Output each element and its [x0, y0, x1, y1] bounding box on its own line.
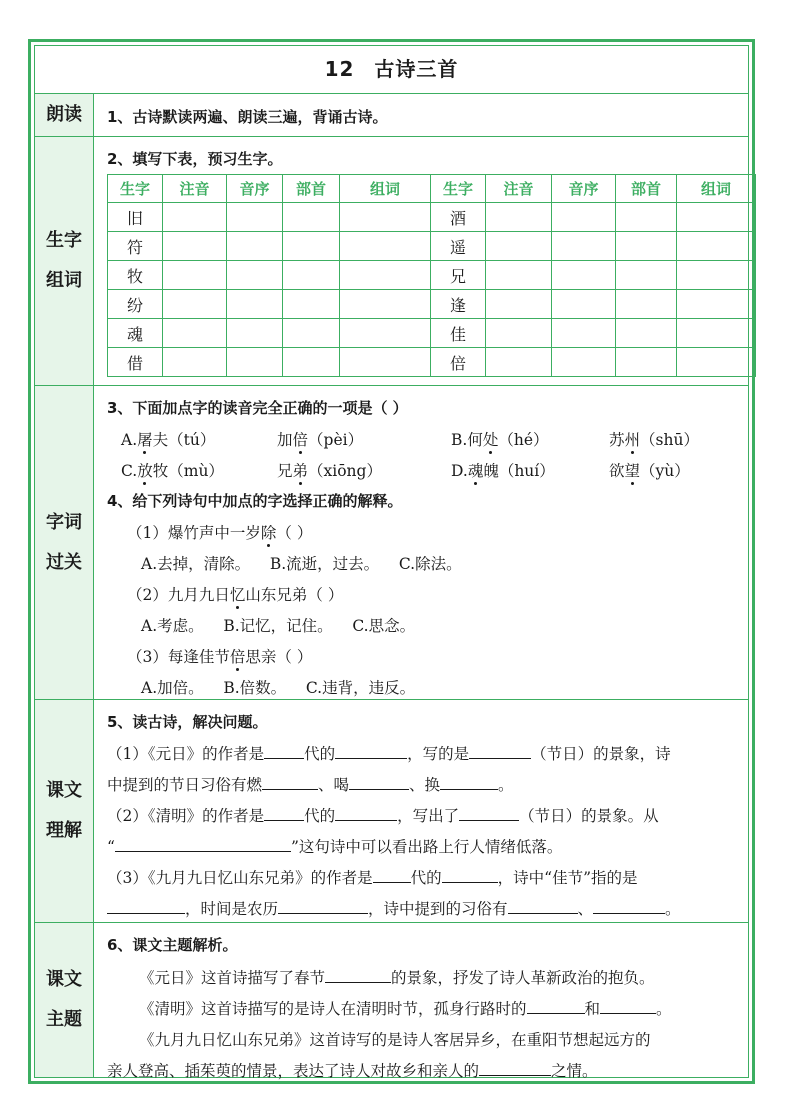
section-label-read — [35, 94, 94, 136]
text-line-5 — [107, 866, 638, 888]
label-text: 课文 — [46, 780, 82, 801]
question-5: 5、读古诗，解决问题。 — [107, 713, 268, 731]
order-input-cell[interactable] — [227, 290, 283, 319]
header-cell: 生字 — [108, 175, 163, 203]
text: 《清明》这首诗描写的是诗人在清明时节，孤身行路时的 — [139, 1000, 527, 1018]
answer-blank[interactable] — [325, 968, 391, 983]
question-3: 3、下面加点字的读音完全正确的一项是（ ） — [107, 399, 408, 417]
text: 代的 — [304, 745, 336, 763]
word-input-cell[interactable] — [340, 203, 431, 232]
table-header-row — [108, 175, 756, 203]
text: ，时间是农历 — [185, 900, 279, 918]
section-content-words — [101, 386, 742, 699]
answer-blank[interactable] — [442, 868, 498, 883]
text: ，诗中提到的习俗有 — [368, 900, 508, 918]
sentence-text: （ ） — [276, 524, 313, 542]
answer-blank[interactable] — [600, 999, 656, 1014]
option-a2 — [277, 428, 363, 450]
char-cell: 逢 — [431, 290, 486, 319]
sub-question-2-options: A.考虑。 B.记忆，记住。 C.思念。 — [141, 617, 416, 635]
answer-blank[interactable] — [349, 775, 409, 790]
answer-blank[interactable] — [469, 744, 531, 759]
question-1: 1、古诗默读两遍、朗读三遍，背诵古诗。 — [107, 108, 388, 126]
char-cell: 旧 — [108, 203, 163, 232]
answer-blank[interactable] — [373, 868, 411, 883]
sentence-text: （3）每逢佳节 — [127, 648, 230, 666]
order-input-cell[interactable] — [552, 232, 616, 261]
char-cell: 兄 — [431, 261, 486, 290]
label-text: 字词 — [46, 511, 82, 533]
section-chars — [35, 137, 748, 386]
option-text: （hé） — [498, 431, 549, 449]
question-6: 6、课文主题解析。 — [107, 936, 238, 954]
option-text: 苏 — [609, 431, 625, 449]
option-text: （pèi） — [308, 431, 364, 449]
table-row — [108, 261, 756, 290]
word-input-cell[interactable] — [677, 290, 756, 319]
answer-blank[interactable] — [508, 899, 578, 914]
section-content-read — [101, 94, 742, 136]
page-title — [35, 46, 748, 94]
text: ，写的是 — [407, 745, 470, 763]
word-input-cell[interactable] — [340, 290, 431, 319]
word-input-cell[interactable] — [677, 203, 756, 232]
table-row — [108, 319, 756, 348]
lesson-number: 12 — [324, 57, 355, 81]
section-theme — [35, 923, 748, 1080]
text-line-1 — [107, 742, 671, 764]
word-input-cell[interactable] — [340, 319, 431, 348]
pinyin-input-cell[interactable] — [163, 232, 227, 261]
section-read — [35, 94, 748, 137]
dotted-char: 弟 — [293, 459, 309, 481]
order-input-cell[interactable] — [552, 348, 616, 377]
radical-input-cell[interactable] — [616, 290, 677, 319]
section-label-words — [35, 386, 94, 699]
word-input-cell[interactable] — [340, 261, 431, 290]
dotted-char: 放 — [137, 459, 153, 481]
sub-question-3 — [127, 645, 312, 667]
option-text: （shū） — [640, 431, 699, 449]
sub-question-1-options: A.去掉，清除。 B.流逝，过去。 C.除法。 — [141, 555, 462, 573]
radical-input-cell[interactable] — [616, 232, 677, 261]
text: （节日）的景象，诗 — [531, 745, 671, 763]
section-words — [35, 386, 748, 700]
pinyin-input-cell[interactable] — [163, 290, 227, 319]
char-cell: 借 — [108, 348, 163, 377]
answer-blank[interactable] — [107, 899, 185, 914]
option-text: 加 — [277, 431, 293, 449]
dotted-char: 倍 — [293, 428, 309, 450]
text: 的景象，抒发了诗人革新政治的抱负。 — [391, 969, 655, 987]
table-row — [108, 290, 756, 319]
label-text: 课文 — [46, 969, 82, 990]
dotted-char: 望 — [625, 459, 641, 481]
pinyin-input-cell[interactable] — [486, 348, 552, 377]
header-cell: 组词 — [340, 175, 431, 203]
table-row — [108, 203, 756, 232]
option-text: 魄（huí） — [483, 462, 555, 480]
worksheet-frame — [28, 39, 755, 1084]
dotted-char: 倍 — [230, 645, 246, 667]
answer-blank[interactable] — [527, 999, 585, 1014]
dotted-char: 魂 — [468, 459, 484, 481]
text: 、 — [577, 900, 594, 918]
label-text: 理解 — [46, 820, 82, 841]
option-b1 — [451, 428, 549, 450]
option-c2 — [277, 459, 382, 481]
label-text: 朗读 — [46, 104, 82, 125]
answer-blank[interactable] — [440, 775, 498, 790]
sentence-text: 思亲（ ） — [245, 648, 313, 666]
text: ，写出了 — [397, 807, 460, 825]
radical-input-cell[interactable] — [283, 290, 340, 319]
radical-input-cell[interactable] — [616, 261, 677, 290]
order-input-cell[interactable] — [552, 319, 616, 348]
order-input-cell[interactable] — [227, 319, 283, 348]
sentence-text: 山东兄弟（ ） — [245, 586, 344, 604]
order-input-cell[interactable] — [552, 203, 616, 232]
section-label-theme — [35, 923, 94, 1077]
order-input-cell[interactable] — [552, 261, 616, 290]
char-cell: 倍 — [431, 348, 486, 377]
text: （节日）的景象。从 — [519, 807, 659, 825]
sentence-text: （1）爆竹声中一岁 — [127, 524, 261, 542]
header-cell: 生字 — [431, 175, 486, 203]
radical-input-cell[interactable] — [283, 203, 340, 232]
text: （1）《元日》的作者是 — [107, 745, 265, 763]
answer-blank[interactable] — [459, 806, 519, 821]
char-cell: 牧 — [108, 261, 163, 290]
order-input-cell[interactable] — [227, 203, 283, 232]
pinyin-input-cell[interactable] — [486, 261, 552, 290]
worksheet-inner — [34, 45, 749, 1078]
text: （2）《清明》的作者是 — [107, 807, 265, 825]
radical-input-cell[interactable] — [283, 319, 340, 348]
header-cell: 组词 — [677, 175, 756, 203]
order-input-cell[interactable] — [227, 348, 283, 377]
text-line-6 — [107, 897, 681, 919]
text: 、喝 — [318, 776, 350, 794]
label-text: 生字 — [46, 230, 82, 251]
question-2: 2、填写下表，预习生字。 — [107, 150, 283, 168]
pinyin-input-cell[interactable] — [486, 203, 552, 232]
text: “ — [107, 838, 115, 856]
pinyin-input-cell[interactable] — [163, 203, 227, 232]
dotted-char: 州 — [625, 428, 641, 450]
option-b2 — [609, 428, 699, 450]
header-cell: 音序 — [227, 175, 283, 203]
header-cell: 音序 — [552, 175, 616, 203]
text: 亲人登高、插茱萸的情景，表达了诗人对故乡和亲人的 — [107, 1062, 480, 1080]
sub-question-2 — [127, 583, 343, 605]
header-cell: 注音 — [486, 175, 552, 203]
radical-input-cell[interactable] — [616, 319, 677, 348]
radical-input-cell[interactable] — [616, 203, 677, 232]
text: 。 — [656, 1000, 672, 1018]
option-d2 — [609, 459, 690, 481]
theme-line-3: 《九月九日忆山东兄弟》这首诗写的是诗人客居异乡，在重阳节想起远方的 — [139, 1031, 651, 1049]
pinyin-input-cell[interactable] — [486, 232, 552, 261]
word-input-cell[interactable] — [340, 232, 431, 261]
section-label-understand — [35, 700, 94, 922]
answer-blank[interactable] — [278, 899, 368, 914]
section-content-understand — [101, 700, 742, 922]
option-text: （xiōng） — [308, 462, 382, 480]
header-cell: 部首 — [283, 175, 340, 203]
text: 代的 — [304, 807, 336, 825]
option-text: D. — [451, 462, 468, 480]
text: （3）《九月九日忆山东兄弟》的作者是 — [107, 869, 373, 887]
char-cell: 符 — [108, 232, 163, 261]
table-row — [108, 232, 756, 261]
char-cell: 酒 — [431, 203, 486, 232]
sub-question-1 — [127, 521, 312, 543]
order-input-cell[interactable] — [227, 261, 283, 290]
theme-line-4 — [107, 1059, 598, 1081]
table-row — [108, 348, 756, 377]
word-input-cell[interactable] — [340, 348, 431, 377]
section-label-chars — [35, 137, 94, 385]
option-text: C. — [121, 462, 138, 480]
text: 之情。 — [551, 1062, 598, 1080]
theme-line-2 — [139, 997, 672, 1019]
option-text: A. — [121, 431, 138, 449]
label-text: 组词 — [46, 270, 82, 291]
text-line-2 — [107, 773, 514, 795]
section-content-theme — [101, 923, 742, 1080]
dotted-char: 处 — [483, 428, 499, 450]
answer-blank[interactable] — [593, 899, 665, 914]
word-input-cell[interactable] — [677, 319, 756, 348]
radical-input-cell[interactable] — [283, 261, 340, 290]
answer-blank[interactable] — [335, 806, 397, 821]
answer-blank[interactable] — [335, 744, 407, 759]
text: 中提到的节日习俗有燃 — [107, 776, 263, 794]
option-text: 牧（mù） — [152, 462, 224, 480]
option-d1 — [451, 459, 555, 481]
option-c1 — [121, 459, 224, 481]
word-input-cell[interactable] — [677, 232, 756, 261]
answer-blank[interactable] — [115, 837, 291, 852]
text: 。 — [665, 900, 681, 918]
char-cell: 纷 — [108, 290, 163, 319]
section-understand — [35, 700, 748, 923]
word-input-cell[interactable] — [677, 348, 756, 377]
option-text: 夫（tú） — [152, 431, 216, 449]
sub-question-3-options: A.加倍。 B.倍数。 C.违背，违反。 — [141, 679, 416, 697]
header-cell: 注音 — [163, 175, 227, 203]
answer-blank[interactable] — [264, 806, 304, 821]
lesson-title: 古诗三首 — [374, 57, 459, 81]
order-input-cell[interactable] — [227, 232, 283, 261]
text: 、换 — [409, 776, 441, 794]
text-line-4 — [107, 835, 562, 857]
pinyin-input-cell[interactable] — [486, 319, 552, 348]
dotted-char: 忆 — [230, 583, 246, 605]
char-table — [107, 174, 756, 377]
pinyin-input-cell[interactable] — [486, 290, 552, 319]
radical-input-cell[interactable] — [283, 348, 340, 377]
answer-blank[interactable] — [262, 775, 318, 790]
header-cell: 部首 — [616, 175, 677, 203]
dotted-char: 屠 — [137, 428, 153, 450]
char-cell: 遥 — [431, 232, 486, 261]
text: 和 — [584, 1000, 601, 1018]
pinyin-input-cell[interactable] — [163, 319, 227, 348]
label-text: 过关 — [46, 551, 82, 573]
text: 。 — [498, 776, 514, 794]
section-content-chars — [101, 137, 742, 385]
pinyin-input-cell[interactable] — [163, 261, 227, 290]
sentence-text: （2）九月九日 — [127, 586, 230, 604]
option-text: B.何 — [451, 431, 483, 449]
label-text: 主题 — [46, 1009, 82, 1030]
option-text: （yù） — [640, 462, 690, 480]
text: ，诗中“佳节”指的是 — [497, 869, 638, 887]
question-4: 4、给下列诗句中加点的字选择正确的解释。 — [107, 492, 403, 510]
radical-input-cell[interactable] — [616, 348, 677, 377]
option-text: 兄 — [277, 462, 293, 480]
text: 代的 — [410, 869, 442, 887]
text: ”这句诗中可以看出路上行人情绪低落。 — [290, 838, 563, 856]
radical-input-cell[interactable] — [283, 232, 340, 261]
text: 《元日》这首诗描写了春节 — [139, 969, 326, 987]
dotted-char: 除 — [261, 521, 277, 543]
option-text: 欲 — [609, 462, 625, 480]
pinyin-input-cell[interactable] — [163, 348, 227, 377]
word-input-cell[interactable] — [677, 261, 756, 290]
char-cell: 魂 — [108, 319, 163, 348]
order-input-cell[interactable] — [552, 290, 616, 319]
option-a1 — [121, 428, 215, 450]
theme-line-1 — [139, 966, 655, 988]
char-cell: 佳 — [431, 319, 486, 348]
answer-blank[interactable] — [479, 1061, 551, 1076]
answer-blank[interactable] — [264, 744, 304, 759]
text-line-3 — [107, 804, 659, 826]
